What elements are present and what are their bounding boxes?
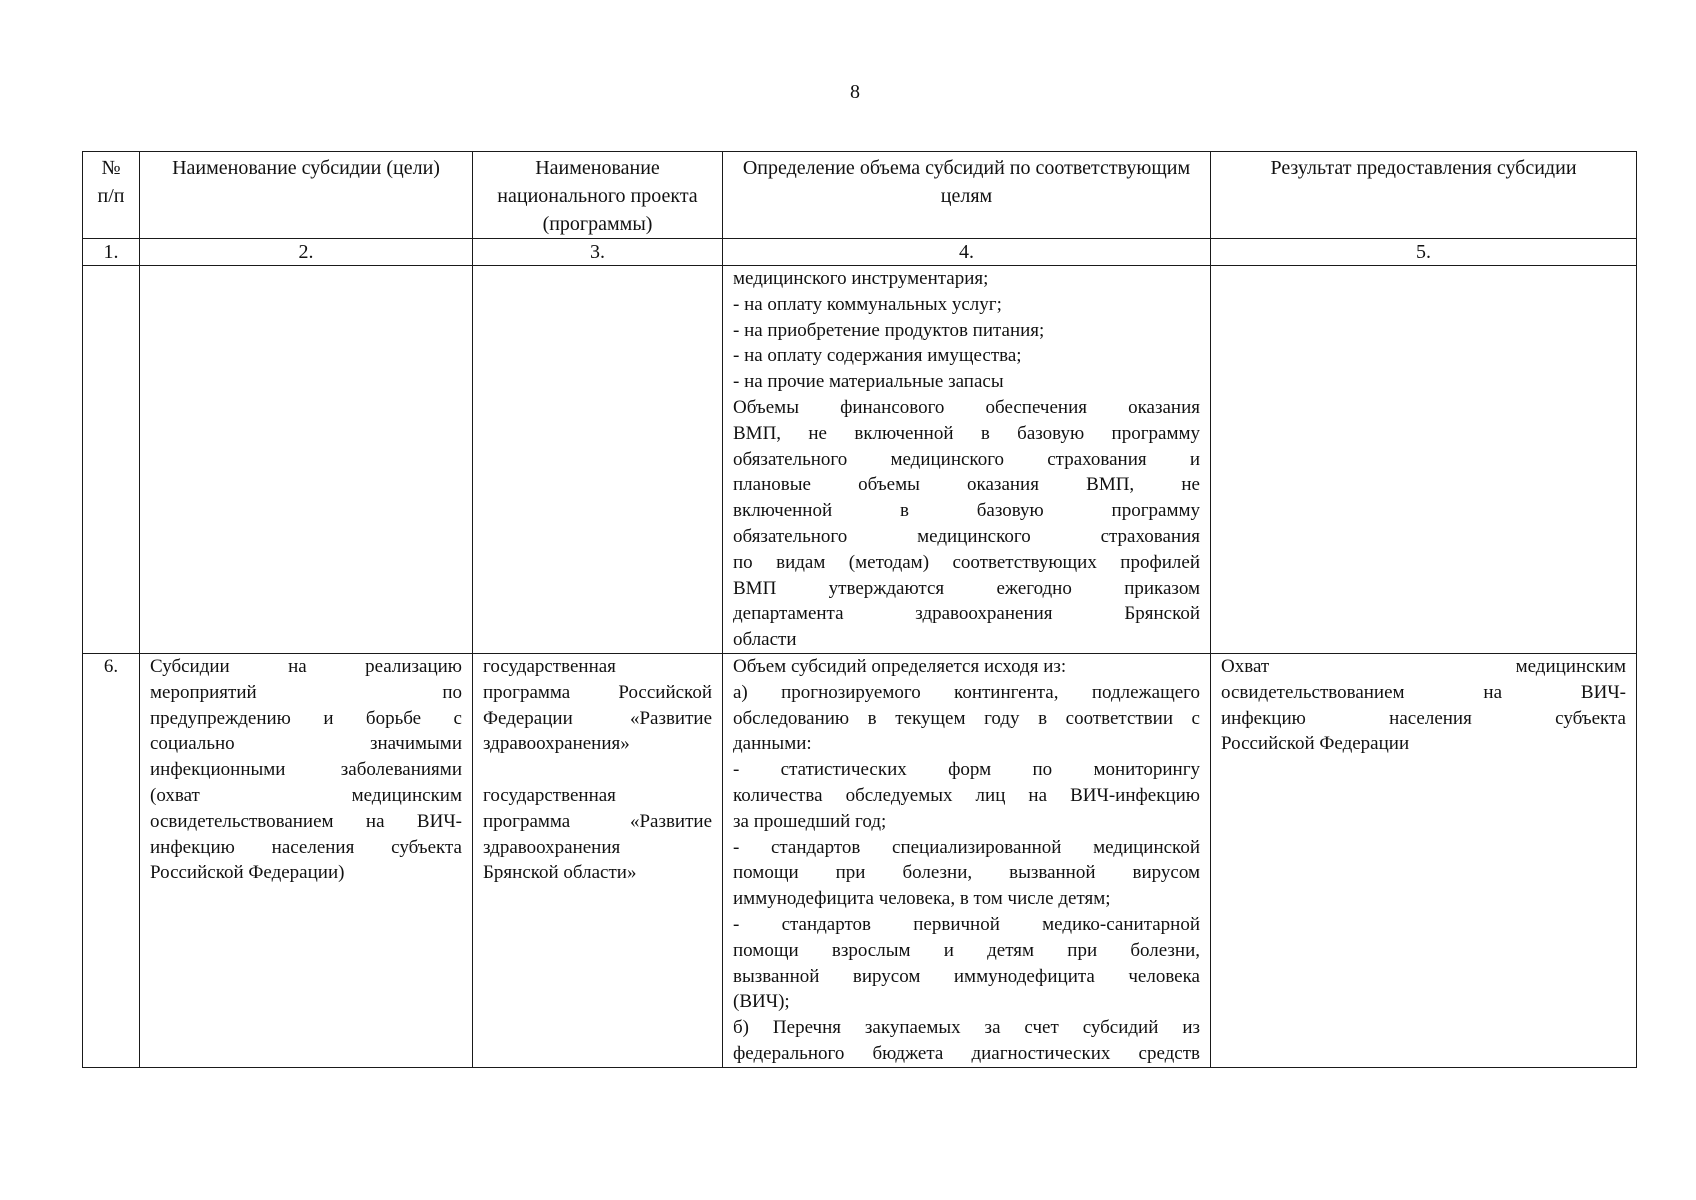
text-line: Субсидии на реализацию [150,655,462,677]
subsidy-table [82,151,1637,1068]
text-line: количества обследуемых лиц на ВИЧ-инфекцию [733,784,1200,806]
text-line: программа «Развитие [483,810,712,832]
cell-project-name [473,653,723,1067]
column-number: 5. [1211,239,1637,266]
text-line: а) прогнозируемого контингента, подлежащего [733,681,1200,703]
text-line: - на оплату коммунальных услуг; [733,293,1002,315]
text-line: инфекционными заболеваниями [150,759,462,781]
text-line: помощи при болезни, вызванной вирусом [733,862,1200,884]
text-line: государственная [483,784,616,806]
text-line: инфекцию населения субъекта [1221,707,1626,729]
cell-volume-definition-continued [723,266,1211,654]
text-line: медицинского инструментария; [733,268,989,289]
blank-line [483,757,712,783]
text-line: б) Перечня закупаемых за счет субсидий из [733,1017,1200,1039]
header-subsidy-name: Наименование субсидии (цели) [140,152,473,239]
text-line: здравоохранения» [483,733,630,755]
header-number: № п/п [83,152,140,239]
column-number: 1. [83,239,140,266]
cell-result [1211,653,1637,1067]
text-line: освидетельствованием на ВИЧ- [150,810,462,832]
column-number-row [83,239,1637,266]
text-line: (ВИЧ); [733,991,790,1013]
table-header-row [83,152,1637,239]
header-volume-definition: Определение объема субсидий по соответствующим целям [723,152,1211,239]
cell-empty [83,266,140,654]
column-number: 2. [140,239,473,266]
text-line: - статистических форм по мониторингу [733,759,1200,781]
column-number: 3. [473,239,723,266]
text-line: обязательного медицинского страхования [733,525,1200,547]
text-line: - на прочие материальные запасы [733,371,1004,393]
text-line: за прошедший год; [733,810,887,832]
text-line: Брянской области» [483,862,637,884]
text-line: Федерации «Развитие [483,707,712,729]
text-line: освидетельствованием на ВИЧ- [1221,681,1626,703]
cell-empty [1211,266,1637,654]
text-line: включенной в базовую программу [733,500,1200,522]
text-line: - на оплату содержания имущества; [733,345,1022,367]
cell-volume-definition [723,653,1211,1067]
text-line: федерального бюджета диагностических средств [733,1042,1200,1064]
text-line: помощи взрослым и детям при болезни, [733,939,1200,961]
table-row-continued [83,266,1637,654]
text-line: плановые объемы оказания ВМП, не [733,474,1200,496]
text-line: программа Российской [483,681,712,703]
text-line: области [733,629,797,651]
cell-subsidy-name [140,653,473,1067]
text-line: Объемы финансового обеспечения оказания [733,396,1200,418]
text-line: социально значимыми [150,733,462,755]
text-line: предупреждению и борьбе с [150,707,462,729]
text-line: ВМП, не включенной в базовую программу [733,422,1200,444]
table-row-6 [83,653,1637,1067]
text-line: (охват медицинским [150,784,462,806]
text-line: Российской Федерации [1221,733,1410,755]
text-line: ВМП утверждаются ежегодно приказом [733,577,1200,599]
row-number: 6. [83,653,140,1067]
header-project-name: Наименование национального проекта (программы) [473,152,723,239]
text-line: обследованию в текущем году в соответствии с [733,707,1200,729]
text-line: вызванной вирусом иммунодефицита человека [733,965,1200,987]
text-line: по видам (методам) соответствующих профилей [733,551,1200,573]
text-line: здравоохранения [483,836,621,858]
text-line: иммунодефицита человека, в том числе детям; [733,888,1111,910]
text-line: Объем субсидий определяется исходя из: [733,655,1067,677]
page-number: 8 [850,81,860,103]
text-line: Охват медицинским [1221,655,1626,677]
column-number: 4. [723,239,1211,266]
text-line: инфекцию населения субъекта [150,836,462,858]
text-line: - стандартов первичной медико-санитарной [733,913,1200,935]
cell-empty [473,266,723,654]
text-line: данными: [733,733,812,755]
header-result: Результат предоставления субсидии [1211,152,1637,239]
text-line: - стандартов специализированной медицинской [733,836,1200,858]
cell-empty [140,266,473,654]
text-line: Российской Федерации) [150,862,345,884]
text-line: государственная [483,655,616,677]
text-line: департамента здравоохранения Брянской [733,603,1200,625]
text-line: - на приобретение продуктов питания; [733,319,1045,341]
text-line: обязательного медицинского страхования и [733,448,1200,470]
text-line: мероприятий по [150,681,462,703]
